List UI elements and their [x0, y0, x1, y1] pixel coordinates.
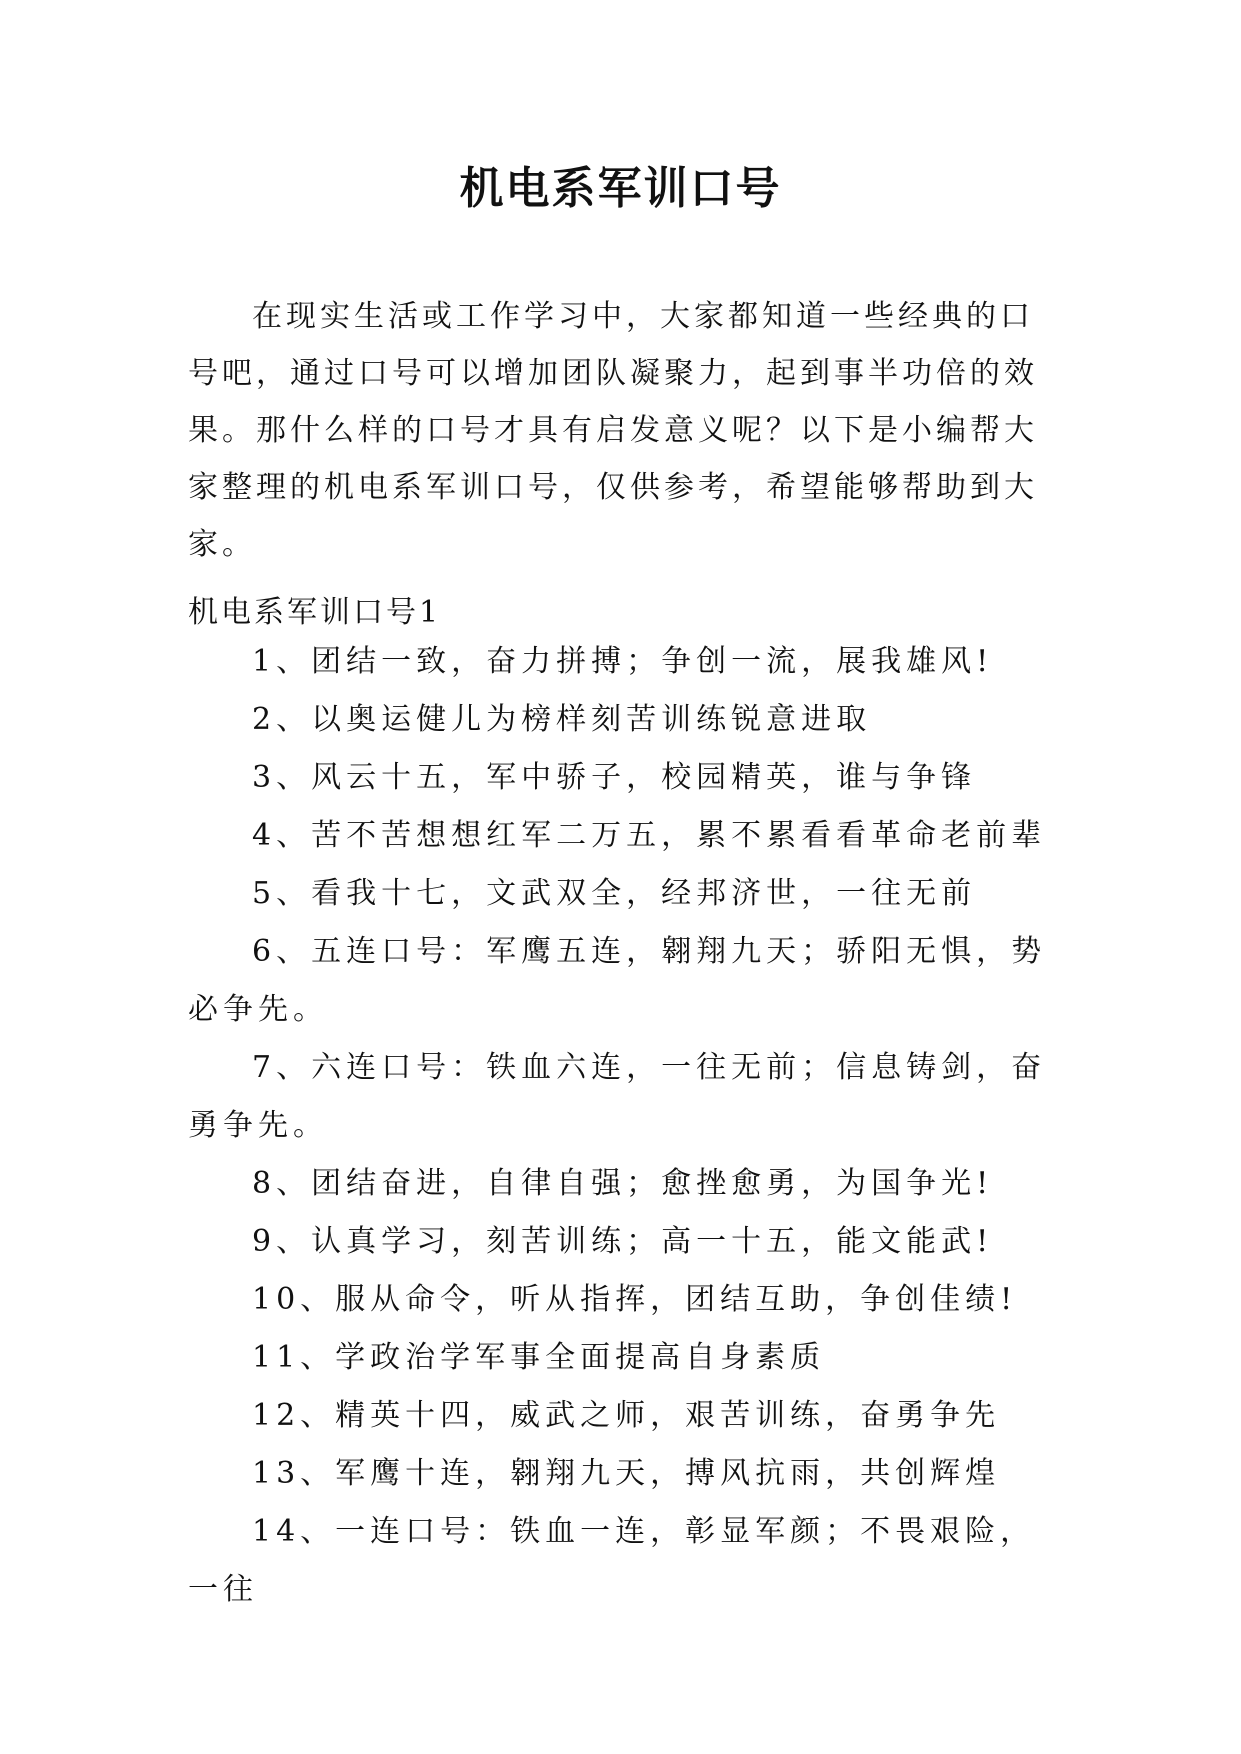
- slogan-item: 7、六连口号：铁血六连，一往无前；信息铸剑，奋勇争先。: [188, 1050, 1047, 1143]
- slogan-item: 6、五连口号：军鹰五连，翱翔九天；骄阳无惧，势必争先。: [188, 934, 1047, 1027]
- slogan-item: 12、精英十四，威武之师，艰苦训练，奋勇争先: [252, 1398, 1001, 1433]
- slogan-item: 10、服从命令，听从指挥，团结互助，争创佳绩!: [252, 1282, 1018, 1317]
- document-title: 机电系军训口号: [459, 163, 782, 214]
- intro-paragraph: 在现实生活或工作学习中，大家都知道一些经典的口号吧，通过口号可以增加团队凝聚力，起到事半功倍的效果。那什么样的口号才具有启发意义呢？以下是小编帮大家整理的机电系军训口号，仅供参考，希望能够帮助到大家。: [188, 299, 1038, 562]
- slogan-item: 3、风云十五，军中骄子，校园精英，谁与争锋: [252, 760, 977, 795]
- slogan-list: [188, 633, 1063, 1619]
- slogan-item: 5、看我十七，文武双全，经邦济世，一往无前: [252, 876, 977, 911]
- slogan-item: 4、苦不苦想想红军二万五，累不累看看革命老前辈: [252, 818, 1047, 853]
- slogan-item: 2、以奥运健儿为榜样刻苦训练锐意进取: [252, 702, 872, 737]
- slogan-item: 14、一连口号：铁血一连，彰显军颜；不畏艰险，一往: [188, 1514, 1036, 1607]
- section-heading: 机电系军训口号1: [188, 595, 442, 630]
- slogan-item: 13、军鹰十连，翱翔九天，搏风抗雨，共创辉煌: [252, 1456, 1001, 1491]
- slogan-item: 8、团结奋进，自律自强；愈挫愈勇，为国争光!: [252, 1166, 994, 1201]
- slogan-item: 1、团结一致，奋力拼搏；争创一流，展我雄风!: [252, 644, 994, 679]
- slogan-item: 9、认真学习，刻苦训练；高一十五，能文能武!: [252, 1224, 994, 1259]
- slogan-item: 11、学政治学军事全面提高自身素质: [252, 1340, 826, 1375]
